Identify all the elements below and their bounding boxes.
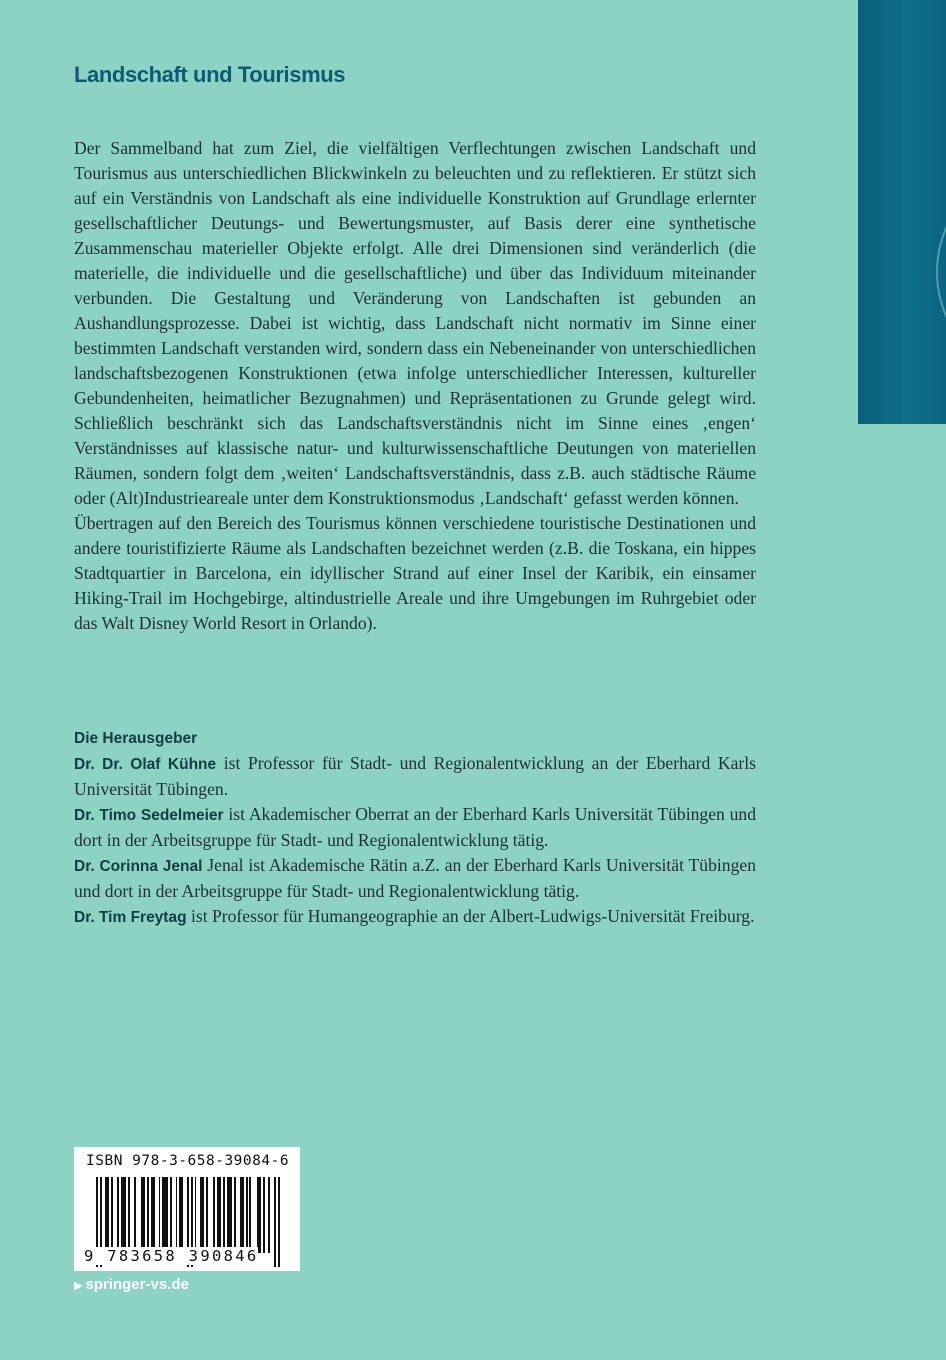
editors-heading: Die Herausgeber (74, 730, 198, 747)
editor-name: Dr. Dr. Olaf Kühne (74, 756, 217, 773)
editor-bio: ist Professor für Stadt- und Regionalentwicklung an der Eberhard Karls Universität Tübingen. (74, 753, 757, 799)
isbn-barcode (74, 1147, 300, 1271)
editor-bio: ist Professor für Humangeographie an der Albert-Ludwigs-Universität Freiburg. (186, 906, 755, 926)
editor-bio: ist Akademischer Oberrat an der Eberhard Karls Universität Tübingen und dort in der Arbeitsgruppe für Stadt- und Regionalentwicklung tätig. (74, 804, 756, 850)
publisher-link-text: springer-vs.de (85, 1276, 189, 1293)
blurb-paragraph-1: Der Sammelband hat zum Ziel, die vielfältigen Verflechtungen zwischen Landschaft und Tourismus aus unterschiedlichen Blickwinkeln zu beleuchten und zu reflektieren. Er stützt sich auf ein Verständnis von Landschaft als eine individuelle Konstruktion auf Grundlage erlernter gesellschaftlicher Deutungs- und Bewertungsmuster, auf Basis derer eine synthetische Zusammenschau materieller Objekte erfolgt. Alle drei Dimensionen sind veränderlich (die materielle, die individuelle und die gesellschaftliche) und über das Individuum miteinander verbunden. Die Gestaltung und Veränderung von Landschaften ist gebunden an Aushandlungsprozesse. Dabei ist wichtig, dass Landschaft nicht normativ im Sinne einer bestimmten Landschaft verstanden wird, sondern dass ein Nebeneinander von unterschiedlichen landschaftsbezogenen Konstruktionen (etwa infolge unterschiedlicher Interessen, kultureller Gebundenheiten, heimatlicher Bezugnahmen) und Repräsentationen zu Grunde gelegt wird. Schließlich beschränkt sich das Landschaftsverständnis nicht im Sinne eines ‚engen‘ Verständnisses auf klassische natur- und kulturwissenschaftliche Deutungen von materiellen Räumen, sondern folgt dem ‚weiten‘ Landschaftsverständnis, dass z.B. auch städtische Räume oder (Alt)Industrieareale unter dem Konstruktionsmodus ‚Landschaft‘ gefasst werden können. (74, 138, 756, 508)
book-title: Landschaft und Tourismus (74, 62, 346, 87)
editor-entry (74, 853, 756, 904)
barcode-digits-text: 9 783658 390846 (84, 1247, 259, 1265)
decorative-spine-band (858, 0, 946, 424)
editor-name: Dr. Tim Freytag (74, 909, 187, 926)
editor-entry (74, 802, 756, 853)
publisher-link[interactable] (74, 1276, 189, 1293)
editors-section (74, 726, 756, 930)
editor-entry (74, 751, 756, 802)
editor-entry (74, 904, 756, 930)
isbn-label: ISBN 978-3-658-39084-6 (86, 1153, 290, 1169)
barcode-digits (84, 1247, 294, 1265)
editor-bio: Jenal ist Akademische Rätin a.Z. an der Eberhard Karls Universität Tübingen und dort in der Arbeitsgruppe für Stadt- und Regionalentwicklung tätig. (74, 855, 756, 901)
decorative-arc (936, 160, 946, 384)
blurb-paragraph-2: Übertragen auf den Bereich des Tourismus können verschiedene touristische Destinationen und andere touristifizierte Räume als Landschaften bezeichnet werden (z.B. die Toskana, ein hippes Stadtquartier in Barcelona, ein idyllischer Strand auf einer Insel der Karibik, ein einsamer Hiking-Trail im Hochgebirge, altindustrielle Areale und ihre Umgebungen im Ruhrgebiet oder das Walt Disney World Resort in Orlando). (74, 513, 756, 633)
editor-name: Dr. Timo Sedelmeier (74, 807, 224, 824)
editor-name: Dr. Corinna Jenal (74, 858, 203, 875)
blurb-text (74, 136, 756, 636)
arrow-right-icon: ▶ (74, 1280, 83, 1292)
